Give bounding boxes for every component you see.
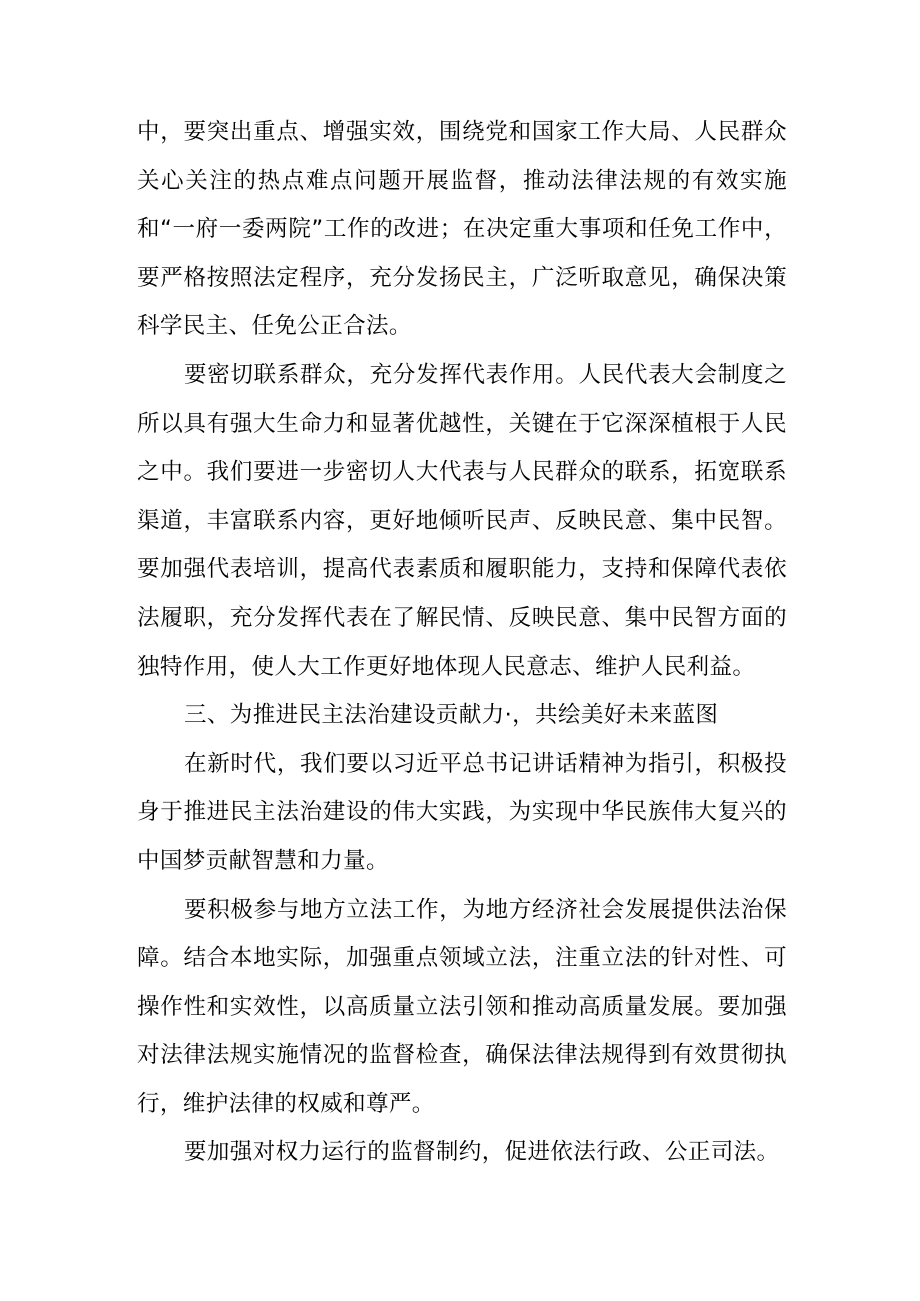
- paragraph-supervision: 要加强对权力运行的监督制约，促进依法行政、公正司法。: [184, 1139, 780, 1166]
- paragraph-new-era: 在新时代，我们要以习近平总书记讲话精神为指引，积极投身于推进民主法治建设的伟大实践，为实现中华民族伟大复兴的中国梦贡献智慧和力量。: [137, 750, 787, 874]
- section-heading: 三、为推进民主法治建设贡献力·，共绘美好未来蓝图: [184, 702, 719, 729]
- paragraph-legislation: 要积极参与地方立法工作，为地方经济社会发展提供法治保障。结合本地实际，加强重点领域立法，注重立法的针对性、可操作性和实效性，以高质量立法引领和推动高质量发展。要加强对法律法规实施情况的监督检查，确保法律法规得到有效贯彻执行，维护法律的权威和尊严。: [137, 896, 787, 1117]
- paragraph-representatives: 要密切联系群众，充分发挥代表作用。人民代表大会制度之所以具有强大生命力和显著优越性，关键在于它深深植根于人民之中。我们要进一步密切人大代表与人民群众的联系，拓宽联系渠道，丰富联系内容，更好地倾听民声、反映民意、集中民智。要加强代表培训，提高代表素质和履职能力，支持和保障代表依法履职，充分发挥代表在了解民情、反映民意、集中民智方面的独特作用，使人大工作更好地体现人民意志、维护人民利益。: [137, 361, 787, 680]
- document-body: [137, 108, 787, 1177]
- paragraph-continuation: 中，要突出重点、增强实效，围绕党和国家工作大局、人民群众关心关注的热点难点问题开展监督，推动法律法规的有效实施和“一府一委两院”工作的改进；在决定重大事项和任免工作中，要严格按照法定程序，充分发扬民主，广泛听取意见，确保决策科学民主、任免公正合法。: [137, 119, 787, 340]
